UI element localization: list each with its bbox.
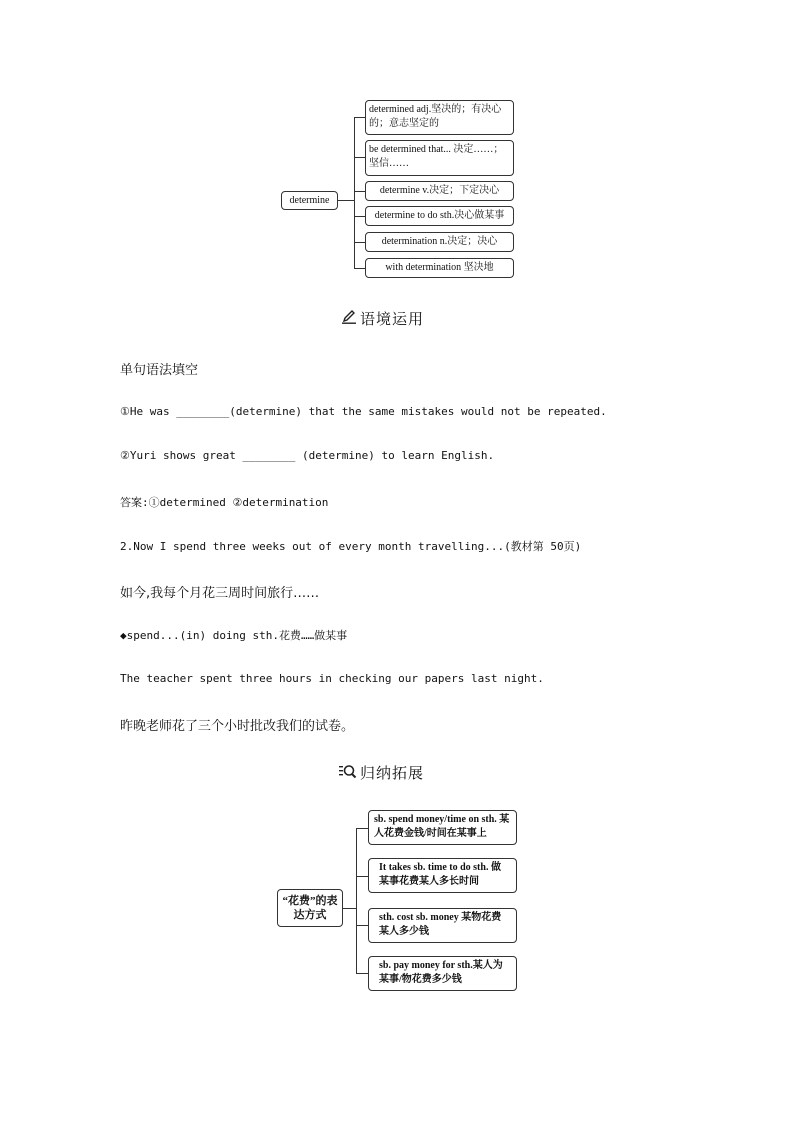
question-1: ①He was ________(determine) that the same mistakes would not be repeated. bbox=[120, 405, 607, 418]
diagram-item: It takes sb. time to do sth. 做某事花费某人多长时间 bbox=[368, 858, 517, 893]
answer: 答案:①determined ②determination bbox=[120, 496, 329, 509]
connector bbox=[356, 925, 368, 926]
section-title-context bbox=[341, 308, 424, 329]
question-2: ②Yuri shows great ________ (determine) to learn English. bbox=[120, 449, 495, 462]
diagram-item: sth. cost sb. money 某物花费某人多少钱 bbox=[368, 908, 517, 943]
connector bbox=[356, 973, 368, 974]
section-title-text: 语境运用 bbox=[360, 310, 425, 328]
connector bbox=[354, 216, 365, 217]
connector bbox=[356, 876, 368, 877]
diagram-item: determined adj.坚决的；有决心的；意志坚定的 bbox=[365, 100, 514, 135]
connector bbox=[354, 268, 365, 269]
example-english: The teacher spent three hours in checking our papers last night. bbox=[120, 672, 544, 685]
connector bbox=[354, 242, 365, 243]
connector bbox=[356, 828, 357, 973]
diagram-item: sb. pay money for sth.某人为某事/物花费多少钱 bbox=[368, 956, 517, 991]
exercise-heading: 单句语法填空 bbox=[120, 363, 199, 378]
example-chinese: 昨晚老师花了三个小时批改我们的试卷。 bbox=[120, 719, 355, 734]
item-translation: 如今,我每个月花三周时间旅行…… bbox=[120, 586, 320, 601]
grammar-point: ◆spend...(in) doing sth.花费……做某事 bbox=[120, 629, 348, 642]
diagram-root-spending: “花费”的表达方式 bbox=[277, 889, 343, 927]
section-title-text: 归纳拓展 bbox=[360, 764, 425, 782]
diagram-item: with determination 坚决地 bbox=[365, 258, 514, 278]
pencil-icon bbox=[341, 309, 357, 329]
diagram-item: determine v.决定；下定决心 bbox=[365, 181, 514, 201]
item-sentence: 2.Now I spend three weeks out of every month travelling...(教材第 50页) bbox=[120, 540, 582, 553]
diagram-item: be determined that... 决定……；坚信…… bbox=[365, 140, 514, 176]
section-title-summary bbox=[339, 762, 424, 783]
connector bbox=[338, 200, 354, 201]
connector bbox=[343, 908, 356, 909]
diagram-root-determine: determine bbox=[281, 191, 338, 210]
magnifier-list-icon bbox=[339, 763, 357, 783]
connector bbox=[354, 117, 365, 118]
diagram-item: determine to do sth.决心做某事 bbox=[365, 206, 514, 226]
diagram-item: determination n.决定；决心 bbox=[365, 232, 514, 252]
diagram-item: sb. spend money/time on sth. 某人花费金钱/时间在某事上 bbox=[368, 810, 517, 845]
connector bbox=[354, 157, 365, 158]
connector bbox=[354, 191, 365, 192]
connector bbox=[356, 828, 368, 829]
connector bbox=[354, 117, 355, 268]
